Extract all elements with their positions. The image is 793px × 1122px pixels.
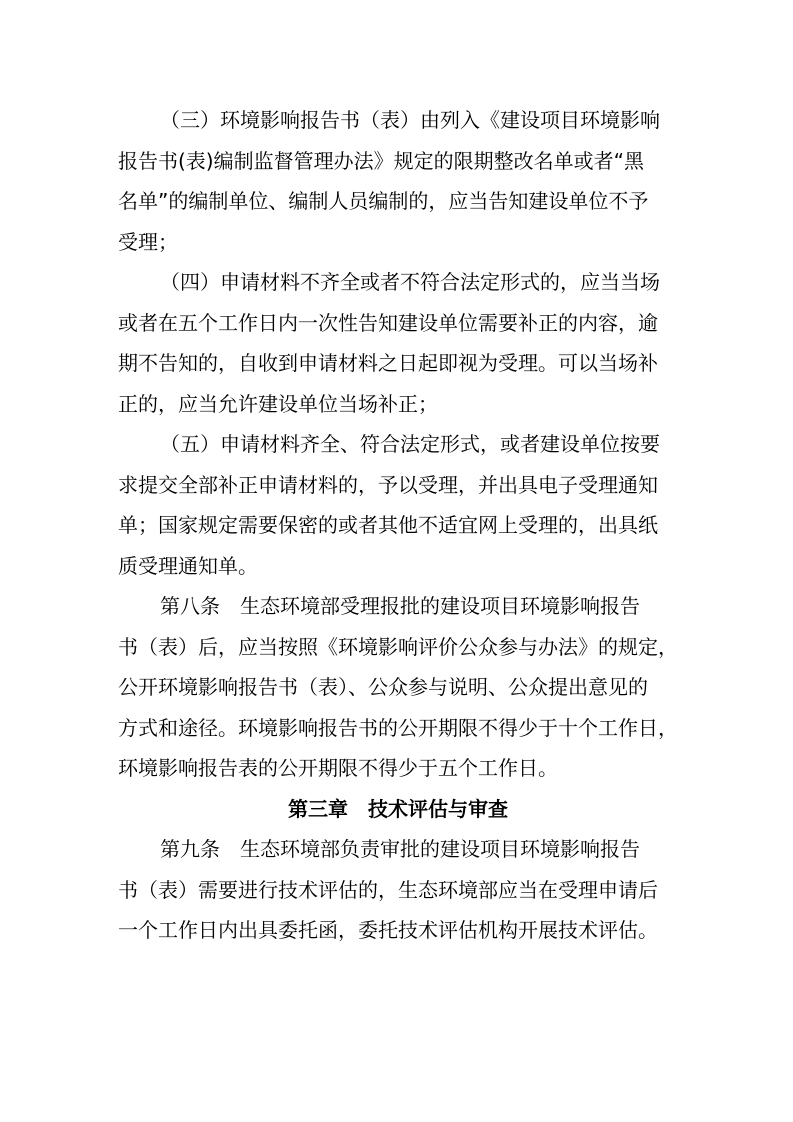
paragraph-article-8 xyxy=(118,586,678,789)
document-page xyxy=(118,100,678,951)
text-line: 书（表）需要进行技术评估的，生态环境部应当在受理申请后 xyxy=(118,877,658,902)
text-line: （三）环境影响报告书（表）由列入《建设项目环境影响 xyxy=(160,108,660,132)
text-line: 正的，应当允许建设单位当场补正； xyxy=(118,391,438,416)
text-line: 环境影响报告表的公开期限不得少于五个工作日。 xyxy=(118,756,558,780)
chapter-heading: 第三章 技术评估与审查 xyxy=(288,796,508,821)
paragraph-article-9 xyxy=(118,829,678,951)
text-line: 书（表）后，应当按照《环境影响评价公众参与办法》的规定， xyxy=(118,634,678,659)
text-line: 名单”的编制单位、编制人员编制的，应当告知建设单位不予 xyxy=(118,189,649,213)
text-line: 第八条 生态环境部受理报批的建设项目环境影响报告 xyxy=(160,594,640,618)
text-line: 受理； xyxy=(118,229,178,254)
text-line: 单；国家规定需要保密的或者其他不适宜网上受理的，出具纸 xyxy=(118,513,658,537)
text-line: 或者在五个工作日内一次性告知建设单位需要补正的内容，逾 xyxy=(118,310,658,335)
text-line: 一个工作日内出具委托函，委托技术评估机构开展技术评估。 xyxy=(118,918,658,942)
paragraph-item-5 xyxy=(118,424,678,586)
text-line: 质受理通知单。 xyxy=(118,553,258,578)
text-line: 公开环境影响报告书（表）、公众参与说明、公众提出意见的 xyxy=(118,675,648,699)
text-line: 求提交全部补正申请材料的，予以受理，并出具电子受理通知 xyxy=(118,472,658,497)
text-line: 第九条 生态环境部负责审批的建设项目环境影响报告 xyxy=(160,837,640,861)
text-line: （五）申请材料齐全、符合法定形式，或者建设单位按要 xyxy=(160,432,660,456)
text-line: （四）申请材料不齐全或者不符合法定形式的，应当当场 xyxy=(160,270,660,294)
text-line: 报告书(表)编制监督管理办法》规定的限期整改名单或者“黑 xyxy=(118,148,644,173)
text-line: 期不告知的，自收到申请材料之日起即视为受理。可以当场补 xyxy=(118,351,658,375)
paragraph-item-4 xyxy=(118,262,678,424)
text-line: 方式和途径。环境影响报告书的公开期限不得少于十个工作日， xyxy=(118,715,678,740)
paragraph-item-3 xyxy=(118,100,678,262)
